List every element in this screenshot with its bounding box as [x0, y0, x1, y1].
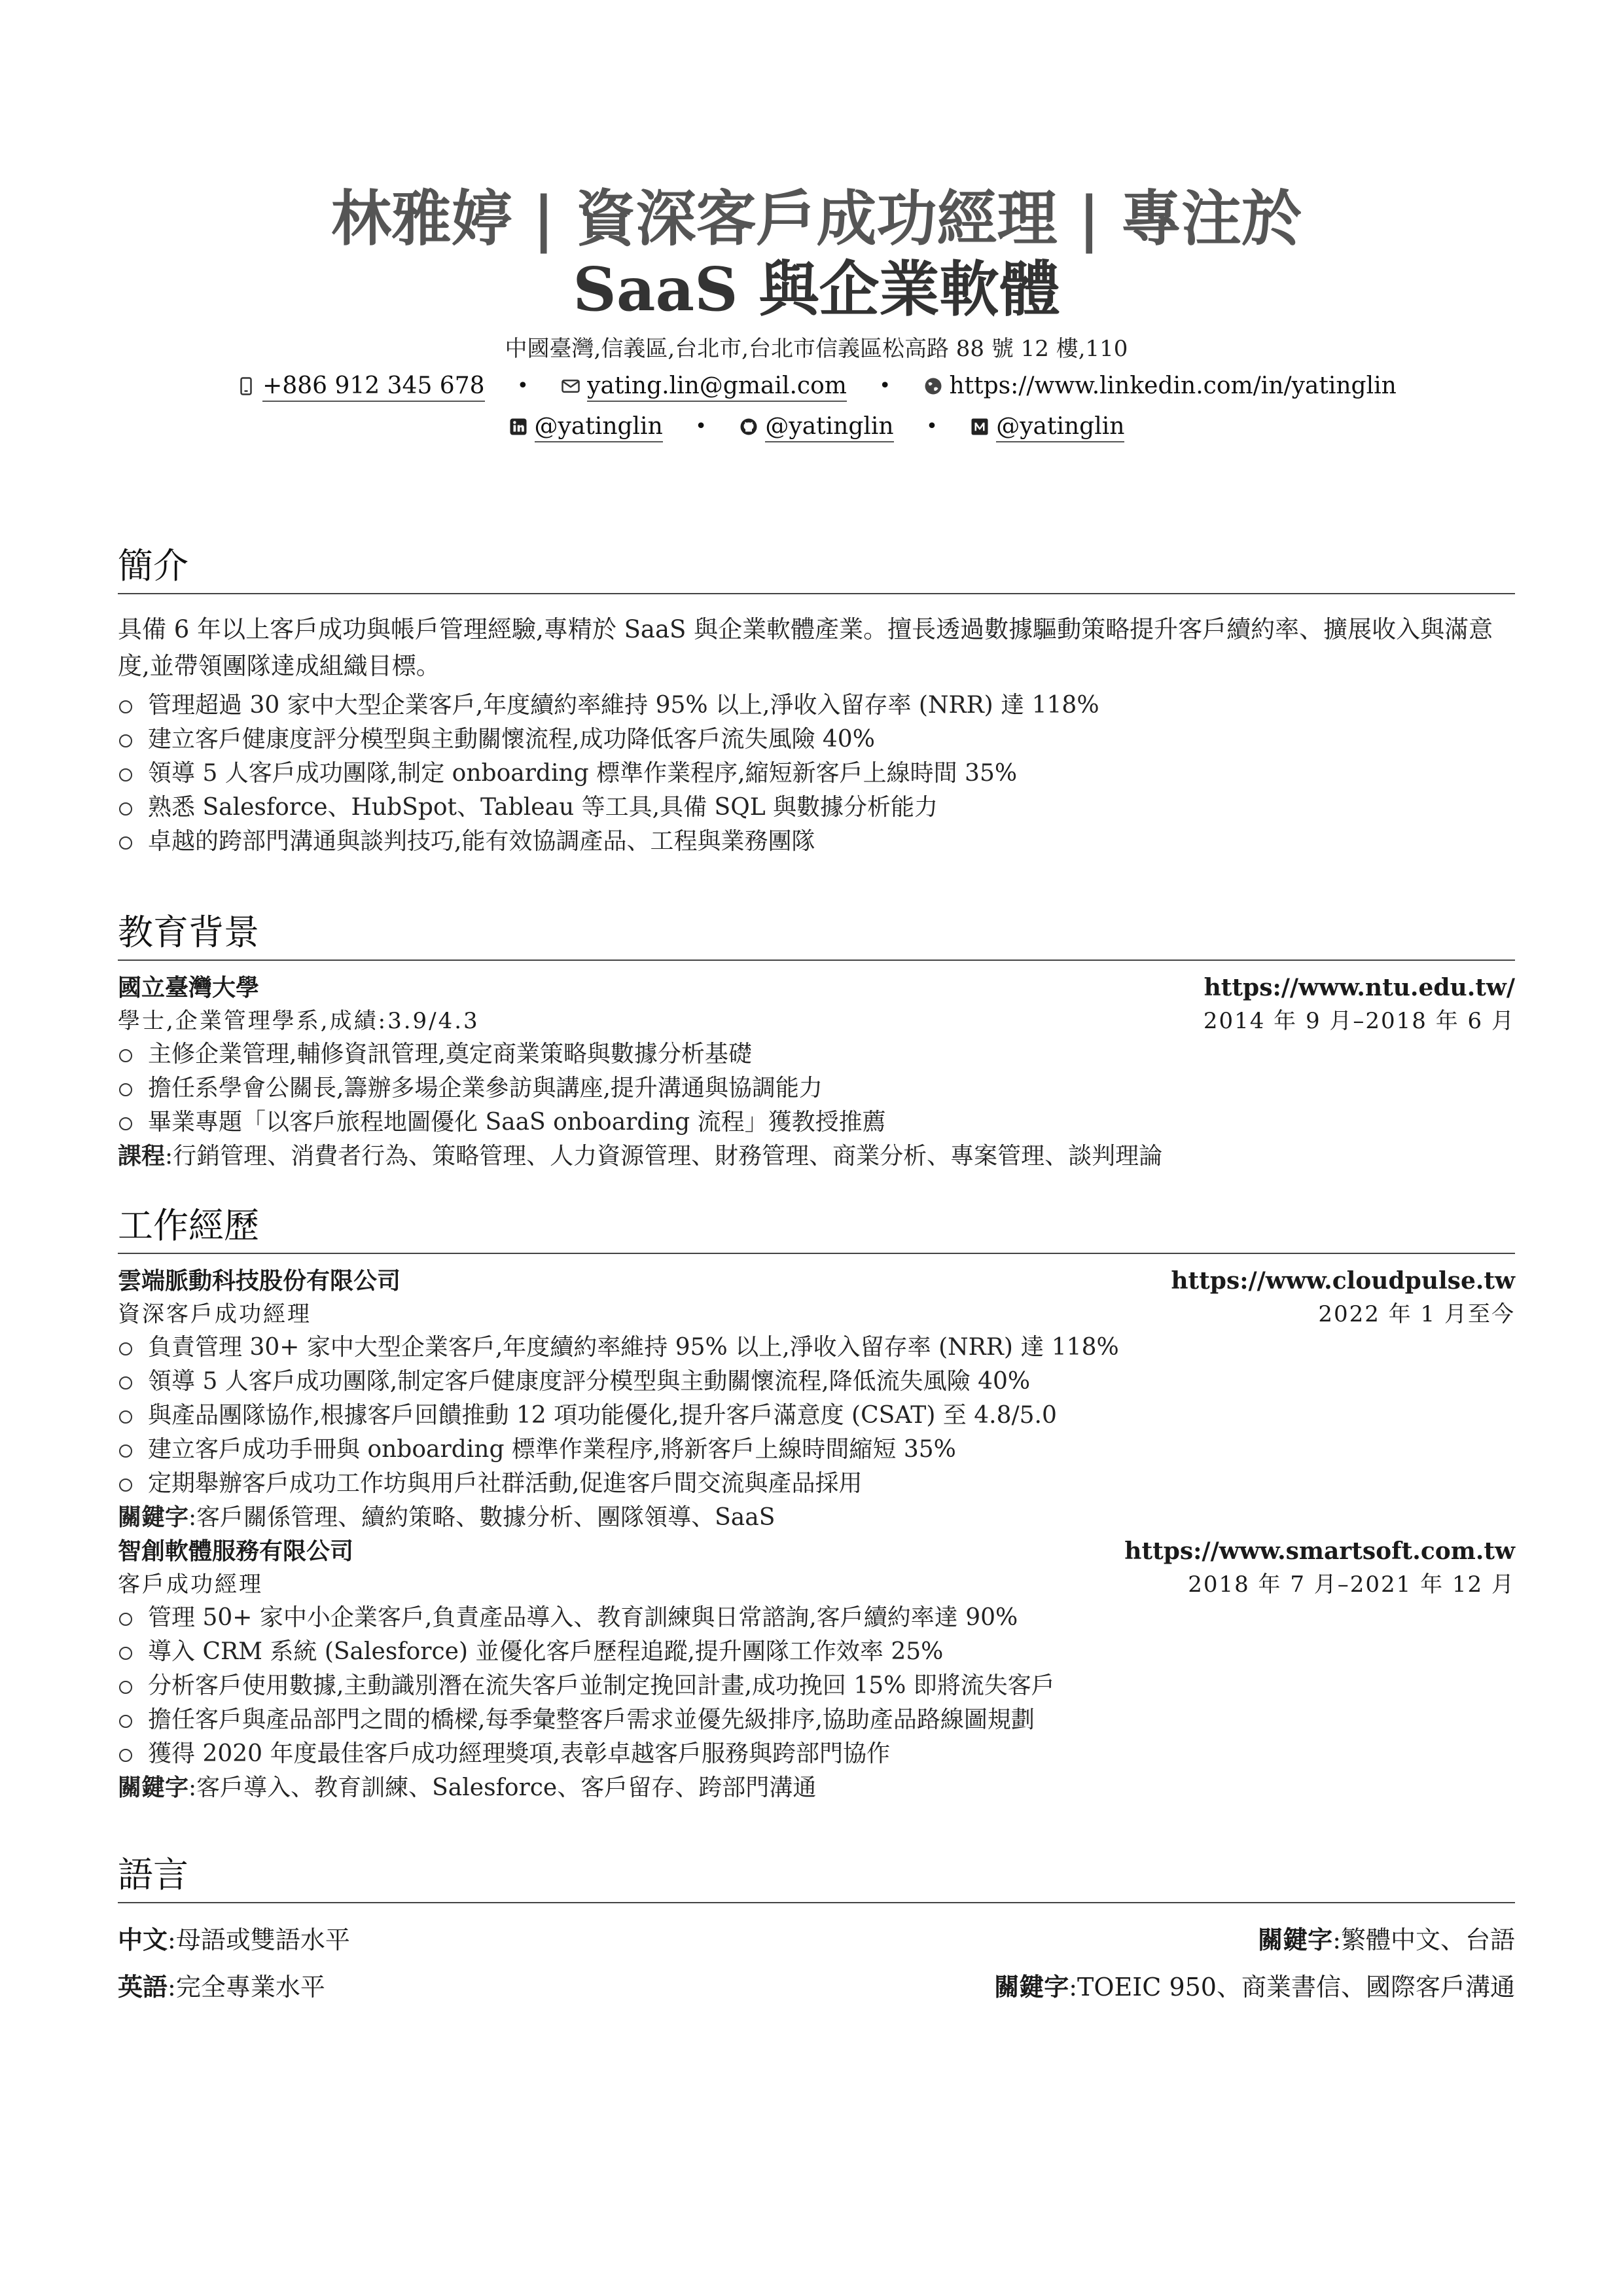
courses-text: :行銷管理、消費者行為、策略管理、人力資源管理、財務管理、商業分析、專案管理、談判理論 — [165, 1143, 1163, 1170]
linkedin-text: @yatinglin — [535, 413, 663, 442]
keywords-text: :繁體中文、台語 — [1332, 1926, 1515, 1954]
keywords-line — [118, 1771, 1515, 1805]
title-line-2: SaaS 與企業軟體 — [573, 254, 1060, 325]
language-level — [118, 1916, 350, 1964]
list-item: 管理 50+ 家中小企業客戶,負責產品導入、教育訓練與日常諮詢,客戶續約率達 90% — [118, 1601, 1515, 1635]
job-role: 資深客戶成功經理 — [118, 1301, 312, 1327]
list-item: 領導 5 人客戶成功團隊,制定 onboarding 標準作業程序,縮短新客戶上線時間 35% — [118, 757, 1515, 791]
list-item: 導入 CRM 系統 (Salesforce) 並優化客戶歷程追蹤,提升團隊工作效率 25% — [118, 1635, 1515, 1669]
job-entry-sub — [118, 1568, 1515, 1601]
list-item: 分析客戶使用數據,主動識別潛在流失客戶並制定挽回計畫,成功挽回 15% 即將流失客戶 — [118, 1669, 1515, 1703]
language-level — [118, 1964, 325, 2011]
degree: 學士,企業管理學系,成績:3.9/4.3 — [118, 1008, 480, 1034]
experience-section — [118, 1203, 1515, 1805]
language-keywords — [994, 1964, 1515, 2011]
github-text: @yatinglin — [765, 413, 893, 442]
keywords-text: :TOEIC 950、商業書信、國際客戶溝通 — [1069, 1973, 1515, 2001]
list-item: 擔任客戶與產品部門之間的橋樑,每季彙整客戶需求並優先級排序,協助產品路線圖規劃 — [118, 1703, 1515, 1737]
title-line-1: 林雅婷 | 資深客戶成功經理 | 專注於 — [330, 183, 1302, 254]
list-item: 擔任系學會公關長,籌辦多場企業參訪與講座,提升溝通與協調能力 — [118, 1071, 1515, 1105]
job-entry-sub — [118, 1298, 1515, 1331]
summary-paragraph: 具備 6 年以上客戶成功與帳戶管理經驗,專精於 SaaS 與企業軟體產業。擅長透過數據驅動策略提升客戶續約率、擴展收入與滿意度,並帶領團隊達成組織目標。 — [118, 615, 1493, 680]
phone-link[interactable] — [236, 367, 484, 406]
list-item: 領導 5 人客戶成功團隊,制定客戶健康度評分模型與主動關懷流程,降低流失風險 40% — [118, 1365, 1515, 1399]
keywords-line — [118, 1501, 1515, 1535]
keywords-text: :客戶導入、教育訓練、Salesforce、客戶留存、跨部門溝通 — [188, 1774, 817, 1801]
list-item: 建立客戶健康度評分模型與主動關懷流程,成功降低客戶流失風險 40% — [118, 723, 1515, 757]
section-divider — [118, 593, 1515, 594]
phone-text: +886 912 345 678 — [262, 372, 484, 402]
website-link[interactable] — [923, 367, 1397, 406]
job-dates: 2022 年 1 月至今 — [1318, 1301, 1515, 1327]
school-url[interactable]: https://www.ntu.edu.tw/ — [1204, 974, 1515, 1001]
section-title: 教育背景 — [118, 912, 259, 953]
list-item: 與產品團隊協作,根據客戶回饋推動 12 項功能優化,提升客戶滿意度 (CSAT) 至 4.8/5.0 — [118, 1399, 1515, 1433]
address: 中國臺灣,信義區,台北市,台北市信義區松高路 88 號 12 樓,110 — [505, 336, 1128, 362]
keywords-label: 關鍵字 — [1258, 1926, 1333, 1954]
job-role: 客戶成功經理 — [118, 1571, 263, 1598]
company-name: 雲端脈動科技股份有限公司 — [118, 1268, 401, 1295]
separator-dot: • — [695, 415, 707, 438]
education-dates: 2014 年 9 月–2018 年 6 月 — [1203, 1008, 1515, 1034]
resume-header — [118, 183, 1515, 446]
education-entry-head — [118, 971, 1515, 1005]
language-row — [118, 1964, 1515, 2011]
section-divider — [118, 1902, 1515, 1903]
summary-bullets — [118, 689, 1515, 859]
separator-dot: • — [926, 415, 938, 438]
language-keywords — [1258, 1916, 1515, 1964]
medium-text: @yatinglin — [996, 413, 1124, 442]
education-section — [118, 910, 1515, 1174]
section-title: 語言 — [118, 1854, 188, 1895]
section-title: 簡介 — [118, 545, 188, 586]
contact-row-1 — [118, 365, 1515, 406]
github-link[interactable] — [739, 407, 893, 446]
job-entry-head — [118, 1265, 1515, 1298]
github-icon — [739, 417, 758, 437]
language-level-text: :母語或雙語水平 — [168, 1926, 350, 1954]
keywords-text: :客戶關係管理、續約策略、數據分析、團隊領導、SaaS — [188, 1504, 776, 1531]
keywords-label: 關鍵字 — [118, 1504, 189, 1531]
job-dates: 2018 年 7 月–2021 年 12 月 — [1188, 1571, 1515, 1598]
list-item: 熟悉 Salesforce、HubSpot、Tableau 等工具,具備 SQL 與數據分析能力 — [118, 791, 1515, 825]
section-divider — [118, 960, 1515, 961]
contact-row-2 — [118, 406, 1515, 446]
medium-link[interactable] — [970, 407, 1124, 446]
list-item: 主修企業管理,輔修資訊管理,奠定商業策略與數據分析基礎 — [118, 1037, 1515, 1071]
list-item: 獲得 2020 年度最佳客戶成功經理獎項,表彰卓越客戶服務與跨部門協作 — [118, 1737, 1515, 1771]
globe-icon — [923, 376, 943, 396]
education-entry-sub — [118, 1005, 1515, 1037]
mail-icon — [561, 376, 580, 396]
medium-icon — [970, 417, 990, 437]
company-name: 智創軟體服務有限公司 — [118, 1538, 354, 1565]
education-bullets — [118, 1037, 1515, 1139]
list-item: 畢業專題「以客戶旅程地圖優化 SaaS onboarding 流程」獲教授推薦 — [118, 1105, 1515, 1139]
separator-dot: • — [516, 374, 529, 397]
email-text: yating.lin@gmail.com — [587, 372, 847, 402]
job-bullets — [118, 1331, 1515, 1501]
company-url[interactable]: https://www.cloudpulse.tw — [1171, 1267, 1515, 1295]
keywords-label: 關鍵字 — [118, 1774, 189, 1801]
keywords-label: 關鍵字 — [994, 1973, 1069, 2001]
company-url[interactable]: https://www.smartsoft.com.tw — [1124, 1537, 1515, 1565]
job-bullets — [118, 1601, 1515, 1771]
separator-dot: • — [879, 374, 891, 397]
section-divider — [118, 1253, 1515, 1254]
list-item: 建立客戶成功手冊與 onboarding 標準作業程序,將新客戶上線時間縮短 35% — [118, 1433, 1515, 1467]
languages-section — [118, 1852, 1515, 2011]
page-title — [118, 183, 1515, 325]
list-item: 管理超過 30 家中大型企業客戶,年度續約率維持 95% 以上,淨收入留存率 (NRR) 達 118% — [118, 689, 1515, 723]
summary-section — [118, 543, 1515, 859]
phone-icon — [236, 376, 256, 396]
linkedin-icon — [508, 417, 528, 437]
language-level-text: :完全專業水平 — [168, 1973, 325, 2001]
language-row — [118, 1916, 1515, 1964]
school-name: 國立臺灣大學 — [118, 975, 260, 1001]
linkedin-link[interactable] — [508, 407, 663, 446]
list-item: 卓越的跨部門溝通與談判技巧,能有效協調產品、工程與業務團隊 — [118, 825, 1515, 859]
courses-line — [118, 1139, 1515, 1174]
job-entry-head — [118, 1535, 1515, 1568]
email-link[interactable] — [561, 367, 847, 406]
list-item: 定期舉辦客戶成功工作坊與用戶社群活動,促進客戶間交流與產品採用 — [118, 1467, 1515, 1501]
language-name: 中文 — [118, 1926, 168, 1954]
courses-label: 課程 — [118, 1143, 166, 1170]
language-name: 英語 — [118, 1973, 168, 2001]
section-title: 工作經歷 — [118, 1205, 259, 1246]
list-item: 負責管理 30+ 家中大型企業客戶,年度續約率維持 95% 以上,淨收入留存率 (NRR) 達 118% — [118, 1331, 1515, 1365]
website-text: https://www.linkedin.com/in/yatinglin — [949, 372, 1397, 399]
